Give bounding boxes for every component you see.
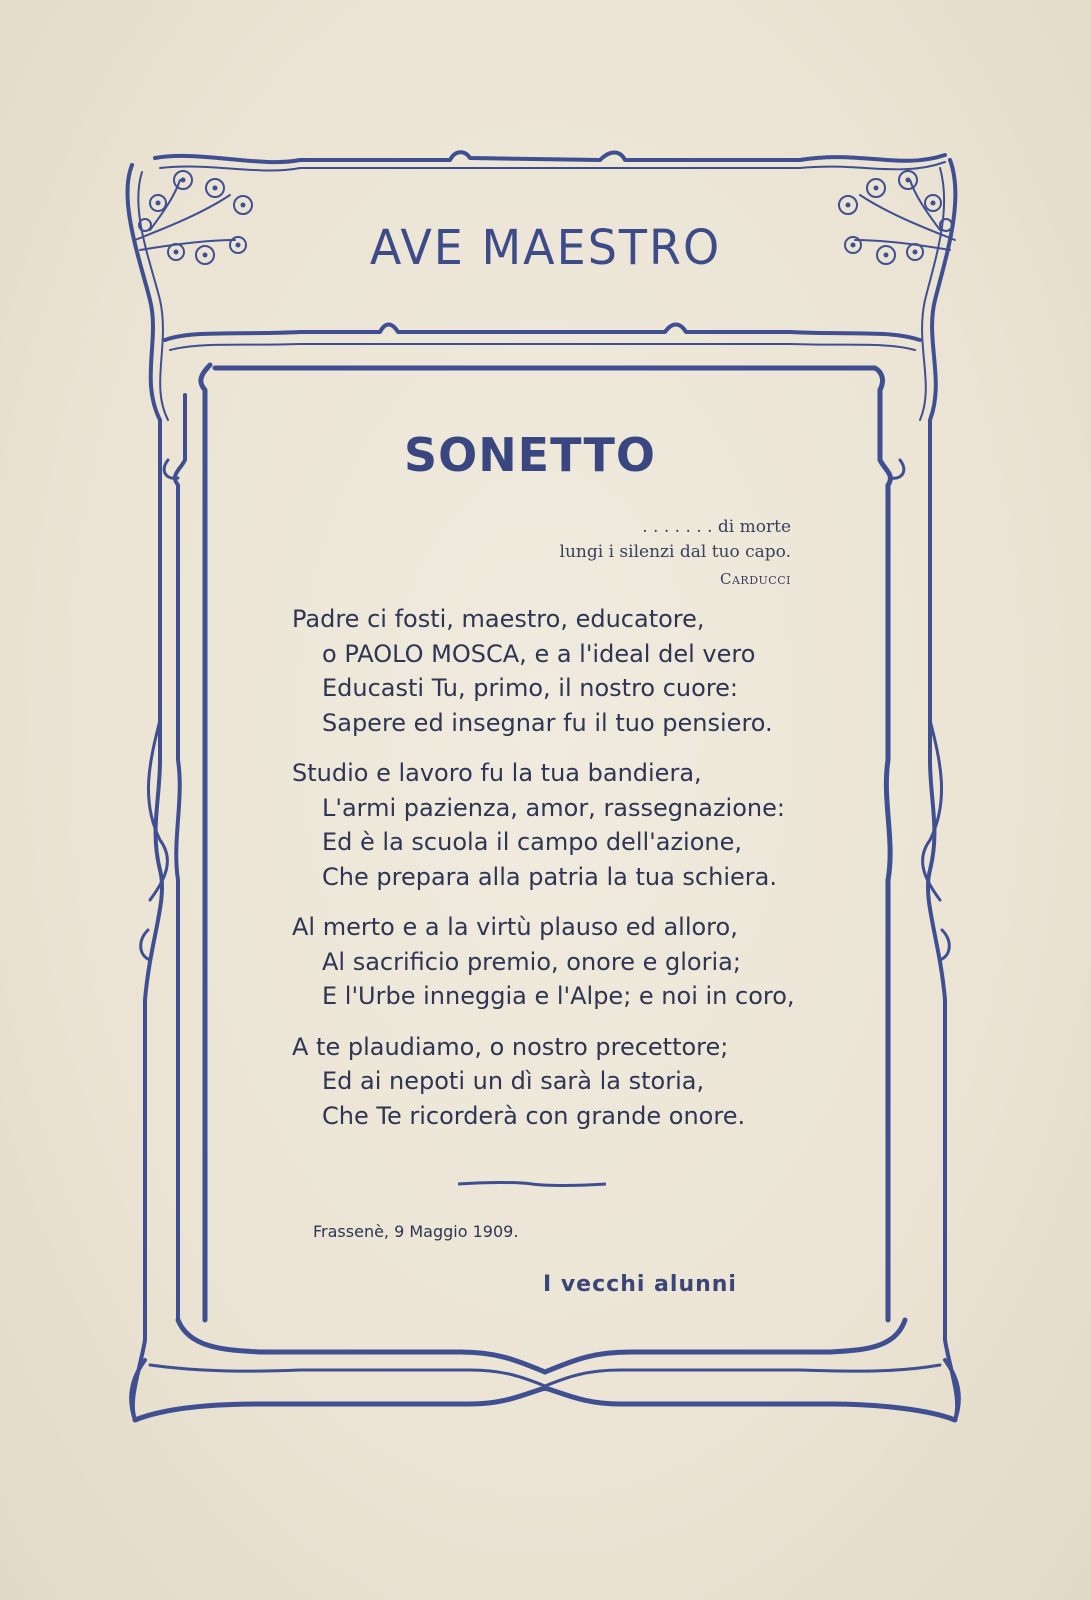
epigraph-author: Carducci: [720, 570, 791, 588]
verse-line: o PAOLO MOSCA, e a l'ideal del vero: [322, 639, 756, 668]
verse-line: Sapere ed insegnar fu il tuo pensiero.: [322, 708, 773, 737]
verse-line: Al sacrificio premio, onore e gloria;: [322, 947, 741, 976]
epigraph: [560, 515, 791, 592]
verse-line: Ed è la scuola il campo dell'azione,: [322, 828, 743, 856]
stanza-3: [292, 910, 852, 1014]
verse-line: A te plaudiamo, o nostro precettore;: [292, 1032, 729, 1061]
epigraph-line-1: . . . . . . . di morte: [642, 517, 791, 537]
ornamental-divider: [458, 1181, 606, 1187]
poem-body: [292, 602, 852, 1149]
verse-line: Educasti Tu, primo, il nostro cuore:: [322, 674, 739, 702]
verse-line: Al merto e a la virtù plauso ed alloro,: [292, 913, 738, 941]
epigraph-line-2: lungi i silenzi dal tuo capo.: [559, 542, 791, 562]
stanza-4: [292, 1030, 852, 1134]
verse-line: E l'Urbe inneggia e l'Alpe; e noi in coro,: [322, 982, 795, 1010]
dateline: Frassenè, 9 Maggio 1909.: [313, 1222, 519, 1241]
sonnet-title: SONETTO: [403, 428, 657, 482]
stanza-1: [292, 602, 852, 740]
verse-line: Che Te ricorderà con grande onore.: [322, 1101, 746, 1130]
verse-line: Padre ci fosti, maestro, educatore,: [292, 605, 705, 633]
verse-line: Studio e lavoro fu la tua bandiera,: [292, 759, 702, 787]
signature: I vecchi alunni: [543, 1272, 737, 1297]
header-title: AVE MAESTRO: [369, 218, 722, 276]
verse-line: Ed ai nepoti un dì sarà la storia,: [322, 1067, 705, 1095]
verse-line: Che prepara alla patria la tua schiera.: [322, 862, 777, 891]
verse-line: L'armi pazienza, amor, rassegnazione:: [322, 793, 785, 822]
stanza-2: [292, 756, 852, 894]
